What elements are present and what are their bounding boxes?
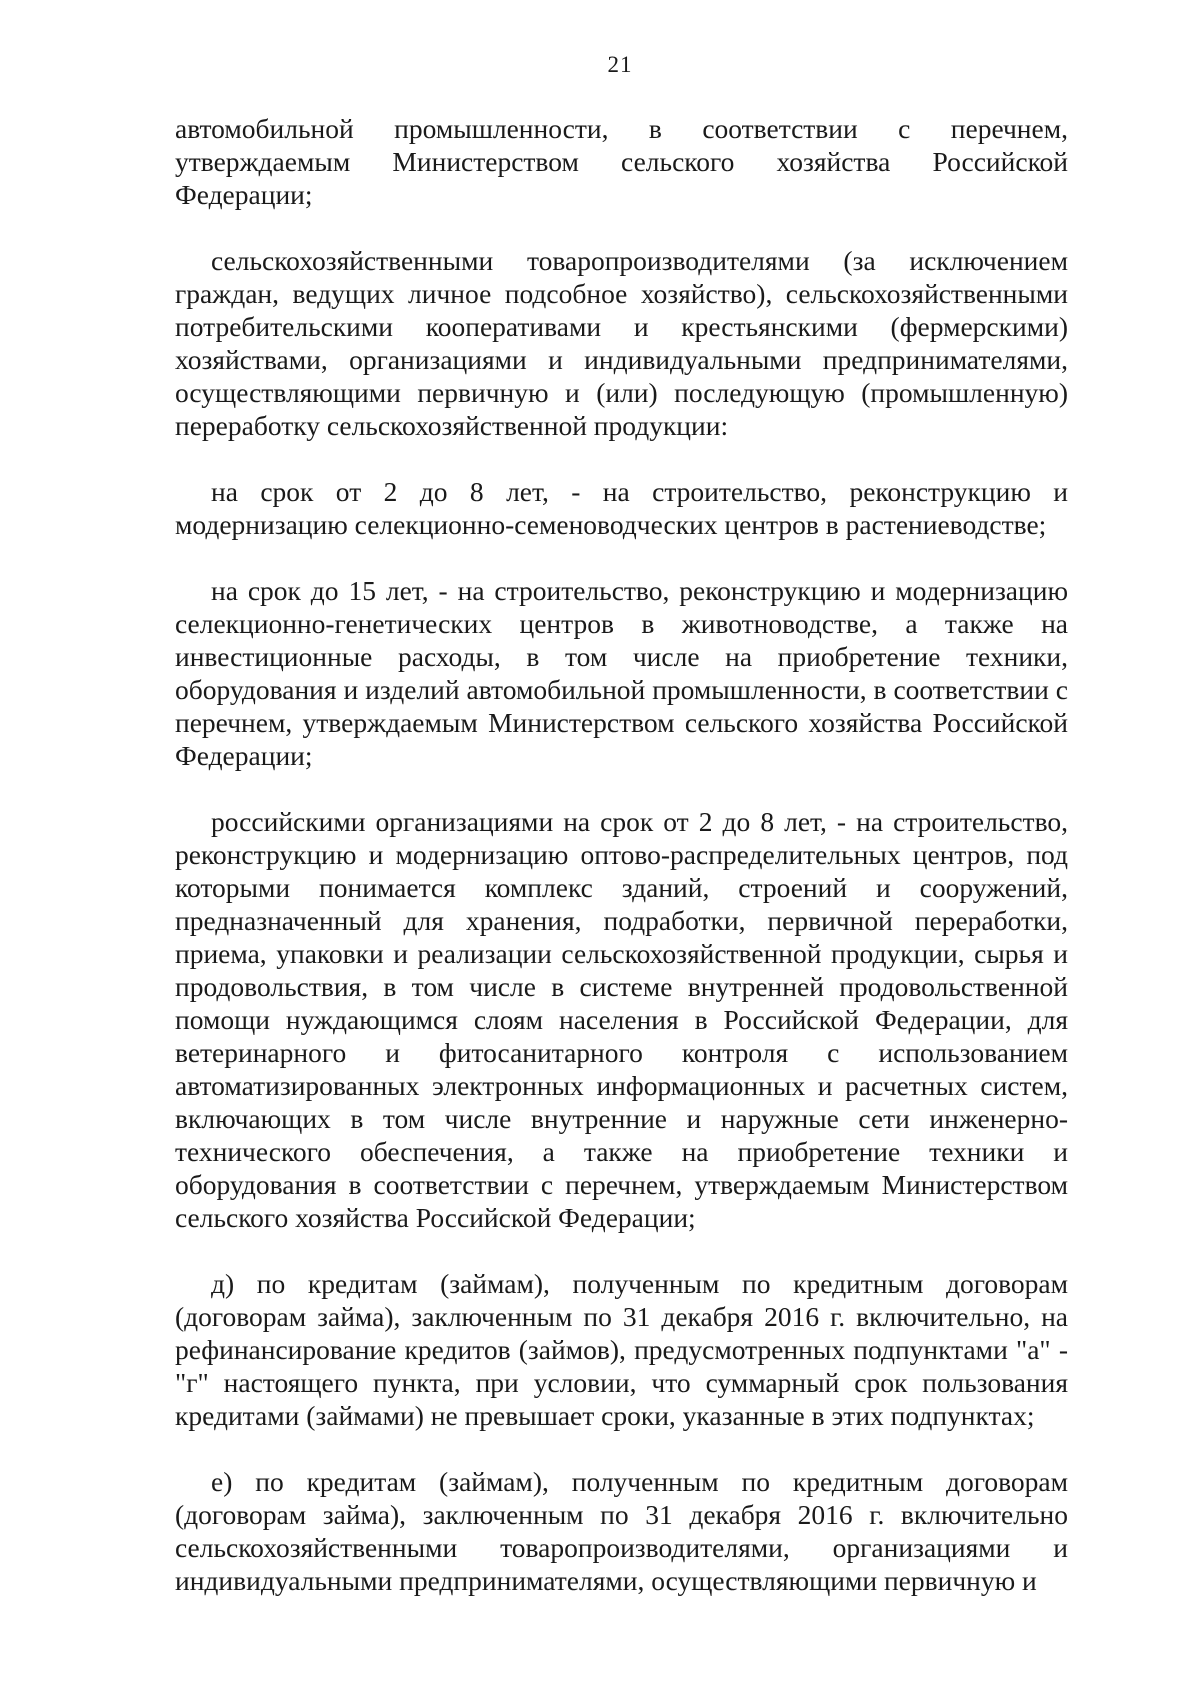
paragraph-term-2-8-years: на срок от 2 до 8 лет, - на строительство, реконструкцию и модернизацию селекционно-семеноводческих центров в растениеводстве; (175, 476, 1068, 540)
document-body (175, 112, 1068, 1630)
paragraph-term-15-years: на срок до 15 лет, - на строительство, реконструкцию и модернизацию селекционно-генетических центров в животноводстве, а также на инвестиционные расходы, в том числе на приобретение техники, оборудования и изделий автомобильной промышленности, в соответствии с перечнем, утверждаемым Министерством сельского хозяйства Российской Федерации; (175, 575, 1068, 771)
paragraph-producers: сельскохозяйственными товаропроизводителями (за исключением граждан, ведущих личное подсобное хозяйство), сельскохозяйственными потребительскими кооперативами и крестьянскими (фермерскими) хозяйствами, организациями и индивидуальными предпринимателями, осуществляющими первичную и (или) последующую (промышленную) переработку сельскохозяйственной продукции: (175, 245, 1068, 441)
paragraph-subitem-d: д) по кредитам (займам), полученным по кредитным договорам (договорам займа), заключенным по 31 декабря 2016 г. включительно, на рефинансирование кредитов (займов), предусмотренных подпунктами "а" - "г" настоящего пункта, при условии, что суммарный срок пользования кредитами (займами) не превышает сроки, указанные в этих подпунктах; (175, 1268, 1068, 1431)
paragraph-russian-organizations: российскими организациями на срок от 2 до 8 лет, - на строительство, реконструкцию и модернизацию оптово-распределительных центров, под которыми понимается комплекс зданий, строений и сооружений, предназначенный для хранения, подработки, первичной переработки, приема, упаковки и реализации сельскохозяйственной продукции, сырья и продовольствия, в том числе в системе внутренней продовольственной помощи нуждающимся слоям населения в Российской Федерации, для ветеринарного и фитосанитарного контроля с использованием автоматизированных электронных информационных и расчетных систем, включающих в том числе внутренние и наружные сети инженерно-технического обеспечения, а также на приобретение техники и оборудования в соответствии с перечнем, утверждаемым Министерством сельского хозяйства Российской Федерации; (175, 806, 1068, 1233)
paragraph-subitem-e: е) по кредитам (займам), полученным по кредитным договорам (договорам займа), заключенным по 31 декабря 2016 г. включительно сельскохозяйственными товаропроизводителями, организациями и индивидуальными предпринимателями, осуществляющими первичную и (175, 1466, 1068, 1596)
page-number: 21 (607, 52, 633, 77)
paragraph-continuation: автомобильной промышленности, в соответствии с перечнем, утверждаемым Министерством сельского хозяйства Российской Федерации; (175, 113, 1068, 210)
